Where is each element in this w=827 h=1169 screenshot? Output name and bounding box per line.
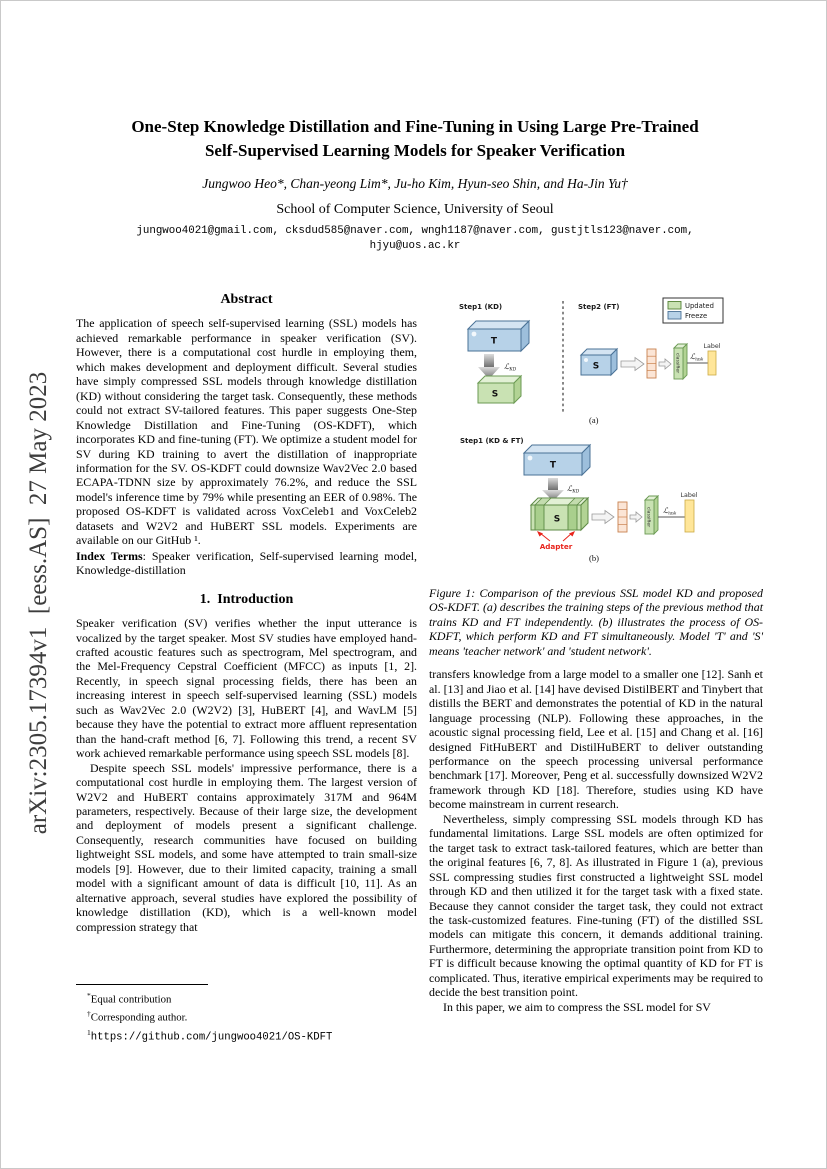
right-column [429, 293, 763, 1014]
footnote-equal-contribution [76, 989, 417, 1007]
right-paragraph-3: In this paper, we aim to compress the SSL model for SV [443, 999, 711, 1014]
footnote-corresponding-text: Corresponding author. [90, 1011, 188, 1024]
label-bar-b [685, 500, 694, 532]
step2-ft-label: Step2 (FT) [578, 303, 620, 311]
flow-arrow-a2 [659, 359, 671, 369]
label-text-a: Label [703, 343, 721, 350]
index-terms-body: : Speaker verification, Self-supervised learning model, Knowledge-distillation [76, 548, 417, 578]
adapter-stripe-right [568, 505, 577, 530]
classifier-text-a: classifier [674, 352, 680, 374]
label-bar-a [708, 351, 716, 375]
loss-kd-label-b: ℒ$_{KD}$ [567, 484, 580, 495]
legend-freeze-label: Freeze [685, 311, 708, 320]
student-letter-ft: S [592, 361, 600, 372]
figure-1-caption: Figure 1: Comparison of the previous SSL model KD and proposed OS-KDFT. (a) describes the training steps of the previous method that trains KD and FT independently. (b) illustrates the process of OS-KDFT, which perform KD and FT simultaneously. Model 'T' and 'S' means 'teacher network' and 'student network'. [429, 586, 763, 658]
student-box-ft [581, 349, 617, 375]
figure-1 [429, 293, 763, 658]
classifier-box-a [674, 344, 687, 379]
abstract-text: The application of speech self-supervised learning (SSL) models has achieved remarkable performance in speaker verification (SV). However, there is a computational cost hurdle in employing them, which makes development and deployment difficult. Several studies have simply compressed SSL models through knowledge distillation (KD) without considering the target task. Consequently, these methods could not extract SV-tailored features. This paper suggests One-Step Knowledge Distillation and Fine-Tuning (OS-KDFT), which incorporates KD and fine-tuning (FT). We optimize a student model for SV during KD training to avert the distillation of inappropriate information for the SV. OS-KDFT could downsize Wav2Vec 2.0 based ECAPA-TDNN size by approximately 76.2%, and reduce the SSL model's inference time by 79% while presenting an EER of 0.98%. The proposed OS-KDFT is validated across VoxCeleb1 and VoxCeleb2 datasets and W2V2 and HuBERT SSL models. Experiments are available on our GitHub ¹. [76, 316, 417, 548]
step1-kd-label: Step1 (KD) [459, 303, 503, 311]
author-emails [62, 224, 768, 254]
teacher-letter-a: T [490, 336, 498, 347]
teacher-box-b [524, 445, 590, 475]
footnote-rule [76, 984, 208, 985]
left-column [76, 293, 417, 934]
footnote-marker-asterisk: * [87, 991, 91, 1000]
introduction-paragraph-1: Speaker verification (SV) verifies whether the input utterance is vocalized by the target speaker. Most SV studies have employed hand-crafted acoustic features such as spectrogram, Mel spectrogram, and the Mel-Frequency Cepstral Coefficient (MFCC) as inputs [1, 2]. Recently, in speech signal processing fields, there has been an increasing interest in speech self-supervised learning (SSL) models such as Wav2Vec 2.0 (W2V2) [3], HuBERT [4], and WavLM [5] because they have the potential to extract more affluent representation than the hand-craft method [6, 7]. Following this trend, a recent SV work achieved remarkable performance using speech SSL models [8]. [76, 616, 417, 761]
loss-task-label-b: ℒ$_{task}$ [663, 506, 677, 517]
teacher-box-a [468, 321, 529, 351]
footnote-marker-dagger: † [87, 1009, 91, 1019]
legend-updated-swatch [668, 302, 681, 310]
flow-arrow-a1 [621, 358, 644, 371]
loss-kd-label-a: ℒ$_{KD}$ [504, 362, 517, 373]
title-line-1: One-Step Knowledge Distillation and Fine-Tuning in Using Large Pre-Trained [131, 117, 699, 136]
student-letter-b: S [553, 514, 561, 525]
kd-arrow-a [478, 354, 500, 379]
index-terms [76, 549, 417, 578]
email-line-2: hjyu@uos.ac.kr [369, 240, 461, 252]
feature-stack-b [618, 502, 627, 532]
adapter-label: Adapter [539, 542, 573, 551]
step1-kdft-label: Step1 (KD & FT) [460, 437, 524, 445]
legend-freeze-swatch [668, 312, 681, 320]
figure-1-diagram [429, 293, 763, 581]
arxiv-watermark: arXiv:2305.17394v1 [eess.AS] 27 May 2023 [25, 371, 52, 835]
classifier-text-b: classifier [645, 506, 651, 528]
footnotes [76, 984, 417, 1045]
adapter-stripe-left [535, 505, 544, 530]
legend-updated-label: Updated [685, 301, 714, 310]
student-adapter-box [531, 498, 588, 530]
right-paragraph-2: Nevertheless, simply compressing SSL models through KD has fundamental limitations. Large SSL models are often optimized for the target task to extract task-tailored features, which are better than the original features [6, 7, 8]. As illustrated in Figure 1 (a), previous SSL compressing studies first constructed a lightweight SSL model through KD and then utilized it for the target task with a fixed state. Because they cannot consider the target task, they could not extract the task-customized features. Fine-tuning (FT) of the distilled SSL models can mitigate this concern, it demands additional training. Furthermore, determining the appropriate transition point from KD to FT is difficult because knowing the optimal quantity of KD for FT is complicated. Thus, iterative empirical experiments may be required to decide the best transition point. [429, 811, 763, 1000]
flow-arrow-b1 [592, 511, 614, 524]
loss-task-label-a: ℒ$_{task}$ [690, 352, 704, 363]
panel-a-tag: (a) [589, 415, 599, 425]
right-paragraph-1: transfers knowledge from a large model to a smaller one [12]. Sanh et al. [13] and Jiao et al. [14] have devised DistilBERT and Tinybert that distills the BERT and demonstrates the potential of KD in the natural language processing (NLP). Following these approaches, in the acoustic signal processing field, Lee et al. [15] and Chang et al. [16] designed FitHuBERT and DistilHuBERT to deliver outstanding performance on the speech processing universal performance benchmark [17]. Moreover, Peng et al. successfully downsized W2V2 framework through KD [18]. Therefore, studies using KD have become mainstream in current research. [429, 667, 763, 812]
author-list: Jungwoo Heo*, Chan-yeong Lim*, Ju-ho Kim, Hyun-seo Shin, and Ha-Jin Yu† [202, 176, 628, 191]
student-box-a [478, 376, 521, 403]
panel-b-tag: (b) [589, 553, 599, 563]
introduction-paragraph-2: Despite speech SSL models' impressive performance, there is a computational cost hurdle in employing them. The largest version of W2V2 and HuBERT contains approximately 317M and 964M parameters, respectively. Because of their large size, the development and deployment of models present a significant challenge. Consequently, research communities have focused on building lightweight SSL models, and some have attempted to train small-size models [9]. However, due to their limited capacity, training a small model with a significant amount of data is difficult [10, 11]. As an alternative approach, several studies have explored the possibility of knowledge distillation (KD), which is a well-known model compression strategy that [76, 760, 417, 934]
section-heading-introduction: 1. Introduction [199, 591, 294, 607]
adapter-callout [537, 531, 575, 551]
paper-header [62, 115, 768, 254]
footnote-github [76, 1026, 417, 1045]
feature-stack-a [647, 349, 656, 378]
title-line-2: Self-Supervised Learning Models for Speaker Verification [204, 141, 626, 160]
flow-arrow-b2 [630, 512, 642, 522]
footnote-corresponding-author [76, 1007, 417, 1025]
email-line-1: jungwoo4021@gmail.com, cksdud585@naver.com, wngh1187@naver.com, gustjtls123@naver.com, [136, 225, 694, 237]
classifier-box-b [645, 496, 658, 534]
index-terms-label: Index Terms [76, 548, 143, 563]
github-link[interactable]: https://github.com/jungwoo4021/OS-KDFT [90, 1031, 333, 1044]
figure-legend [663, 298, 723, 323]
footnote-marker-one: 1 [87, 1027, 91, 1037]
student-letter-a: S [491, 389, 499, 400]
label-text-b: Label [680, 492, 698, 499]
abstract-heading: Abstract [220, 292, 273, 307]
footnote-equal-text: Equal contribution [90, 993, 172, 1006]
paper-title [62, 115, 768, 163]
affiliation: School of Computer Science, University of Seoul [276, 202, 554, 217]
teacher-letter-b: T [549, 460, 557, 471]
